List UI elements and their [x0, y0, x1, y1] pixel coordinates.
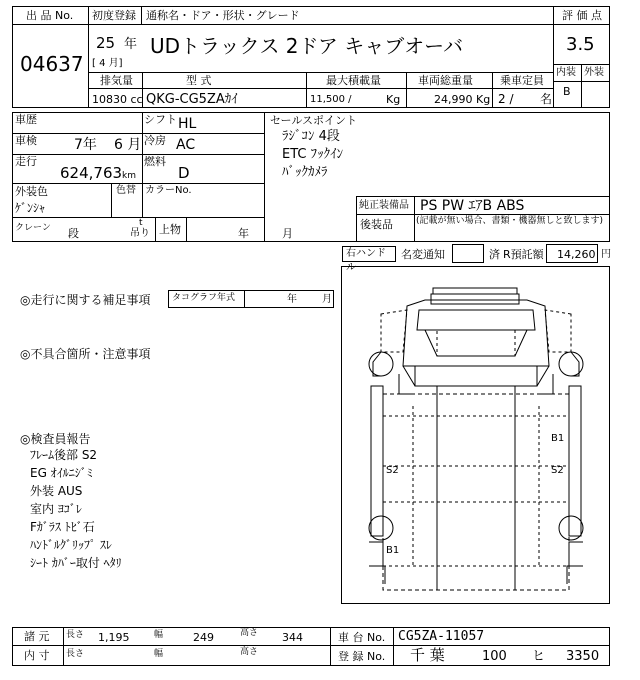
width-value: 249 [193, 631, 214, 644]
first-reg-month: [ 4 月] [92, 58, 123, 69]
ext-color-label: 外装色 [15, 185, 48, 198]
capacity-value: 2 / [498, 92, 514, 106]
gross-weight-label: 車両総重量 [418, 74, 473, 87]
max-load-unit: Kg [386, 93, 401, 106]
reg-kana: ヒ [532, 649, 546, 664]
inspector-label: ◎検査員報告 [20, 432, 91, 446]
sales-point-line-3: ﾊﾞｯｸｶﾒﾗ [282, 165, 328, 180]
inspector-line-1: ﾌﾚｰﾑ後部 S2 [30, 448, 98, 462]
recycle-value: 14,260 [557, 248, 596, 261]
color-change-label: 色替 [116, 185, 136, 196]
reg-label: 登 録 No. [338, 650, 386, 663]
after-parts-note: (記載が無い場合、書類・機器無しと致します) [416, 216, 604, 226]
tachograph-year: 年 [287, 294, 297, 305]
inspection-label: 車検 [15, 134, 37, 147]
model-name-label: 通称名・ドア・形状・グレード [146, 9, 300, 22]
width-label: 幅 [154, 630, 164, 640]
raise-month: 月 [282, 227, 293, 240]
sales-point-line-1: ﾗｼﾞｺﾝ 4段 [282, 129, 340, 144]
inspector-line-4: 室内 ﾖｺﾞﾚ [30, 502, 82, 516]
raise-label: 上物 [159, 223, 181, 236]
grade-label: 評 価 点 [562, 9, 602, 22]
tachograph-label: タコグラフ年式 [172, 293, 236, 303]
reg-area: 千 葉 [410, 646, 445, 664]
dims-label: 諸 元 [24, 630, 50, 643]
history-label: 車歴 [15, 113, 37, 126]
equipment-label: 純正装備品 [359, 200, 409, 211]
after-parts-label: 後装品 [360, 218, 393, 231]
interior-grade: B [563, 85, 571, 98]
mark-s2-left: S2 [386, 465, 399, 476]
displacement-label: 排気量 [100, 74, 133, 87]
displacement-value: 10830 cc [92, 93, 143, 106]
aircon-value: AC [176, 137, 196, 153]
length-label: 長さ [66, 630, 85, 640]
mark-s2-right: S2 [551, 465, 564, 476]
inspector-line-7: ｼｰﾄ ｶﾊﾞｰ取付 ﾍﾀﾘ [30, 556, 122, 570]
inner-dims-label: 内 寸 [24, 649, 50, 662]
type-value: QKG-CG5ZAｶｲ [146, 92, 238, 107]
reg-class: 100 [482, 649, 507, 664]
fuel-label: 燃料 [144, 155, 166, 168]
mileage-unit: km [122, 171, 136, 181]
sales-point-label: セールスポイント [270, 114, 358, 127]
color-no-label: カラーNo. [145, 185, 192, 196]
first-reg-year-unit: 年 [124, 37, 138, 52]
crane-stage: 段 [68, 227, 79, 240]
mark-b1-right: B1 [551, 433, 565, 444]
crane-label: クレーン [15, 223, 51, 233]
driving-notes-label: ◎走行に関する補足事項 [20, 293, 151, 307]
inspector-line-5: Fｶﾞﾗｽ ﾄﾋﾞ石 [30, 520, 95, 534]
recycle-unit: 円 [601, 249, 611, 260]
height-value: 344 [282, 631, 303, 644]
reg-number: 3350 [566, 649, 600, 664]
exterior-grade-label: 外装 [584, 67, 604, 78]
inspector-line-2: EG ｵｲﾙﾆｼﾞﾐ [30, 466, 93, 480]
capacity-unit: 名 [540, 92, 553, 106]
name-change-box [452, 244, 484, 263]
fuel-value: D [178, 164, 190, 182]
mileage-label: 走行 [15, 155, 37, 168]
rhd-badge: 右ハンドル [342, 246, 396, 262]
crane-lift: 吊り [130, 228, 150, 239]
inner-height-label: 高さ [240, 647, 259, 657]
defects-label: ◎不具合箇所・注意事項 [20, 347, 151, 361]
model-name: UDトラックス 2ドア キャブオーバ [150, 34, 464, 58]
max-load-value: 11,500 / [310, 94, 352, 105]
length-value: 1,195 [98, 631, 130, 644]
gross-weight-value: 24,990 Kg [434, 93, 491, 106]
equipment-value: PS PW ｴｱB ABS [420, 198, 525, 214]
inspector-line-3: 外装 AUS [30, 484, 83, 498]
inspection-year: 7年 [74, 137, 97, 153]
name-change-label: 名変通知 [401, 248, 445, 261]
first-reg-year: 25 [96, 34, 116, 52]
grade-value: 3.5 [566, 34, 595, 55]
lot-no: 04637 [20, 52, 84, 76]
inspector-line-6: ﾊﾝﾄﾞﾙｸﾞﾘｯﾌﾟ ｽﾚ [30, 538, 112, 552]
chassis-value: CG5ZA-11057 [398, 629, 485, 644]
inspection-month: 6 月 [114, 137, 142, 153]
ext-color-value: ｹﾞﾝｼｬ [15, 201, 46, 215]
shift-value: HL [178, 116, 197, 132]
recycle-prefix: 済 [489, 248, 500, 261]
shift-label: シフト [144, 113, 177, 126]
height-label: 高さ [240, 628, 259, 638]
first-reg-label: 初度登録 [92, 9, 136, 22]
tachograph-month: 月 [322, 294, 332, 305]
lot-no-label: 出 品 No. [26, 9, 74, 22]
crane-t: t [139, 218, 143, 228]
type-label: 型 式 [186, 74, 212, 87]
sales-point-line-2: ETC ﾌｯｸｲﾝ [282, 147, 344, 162]
inner-length-label: 長さ [66, 649, 85, 659]
max-load-label: 最大積載量 [326, 74, 381, 87]
mark-b1-left: B1 [386, 545, 400, 556]
recycle-label: R預託額 [503, 248, 544, 261]
inner-width-label: 幅 [154, 649, 164, 659]
capacity-label: 乗車定員 [500, 74, 544, 87]
aircon-label: 冷房 [144, 134, 166, 147]
chassis-label: 車 台 No. [338, 631, 386, 644]
mileage-value: 624,763 [60, 164, 123, 182]
raise-year: 年 [238, 227, 249, 240]
interior-grade-label: 内装 [556, 67, 576, 78]
truck-diagram [341, 266, 610, 604]
